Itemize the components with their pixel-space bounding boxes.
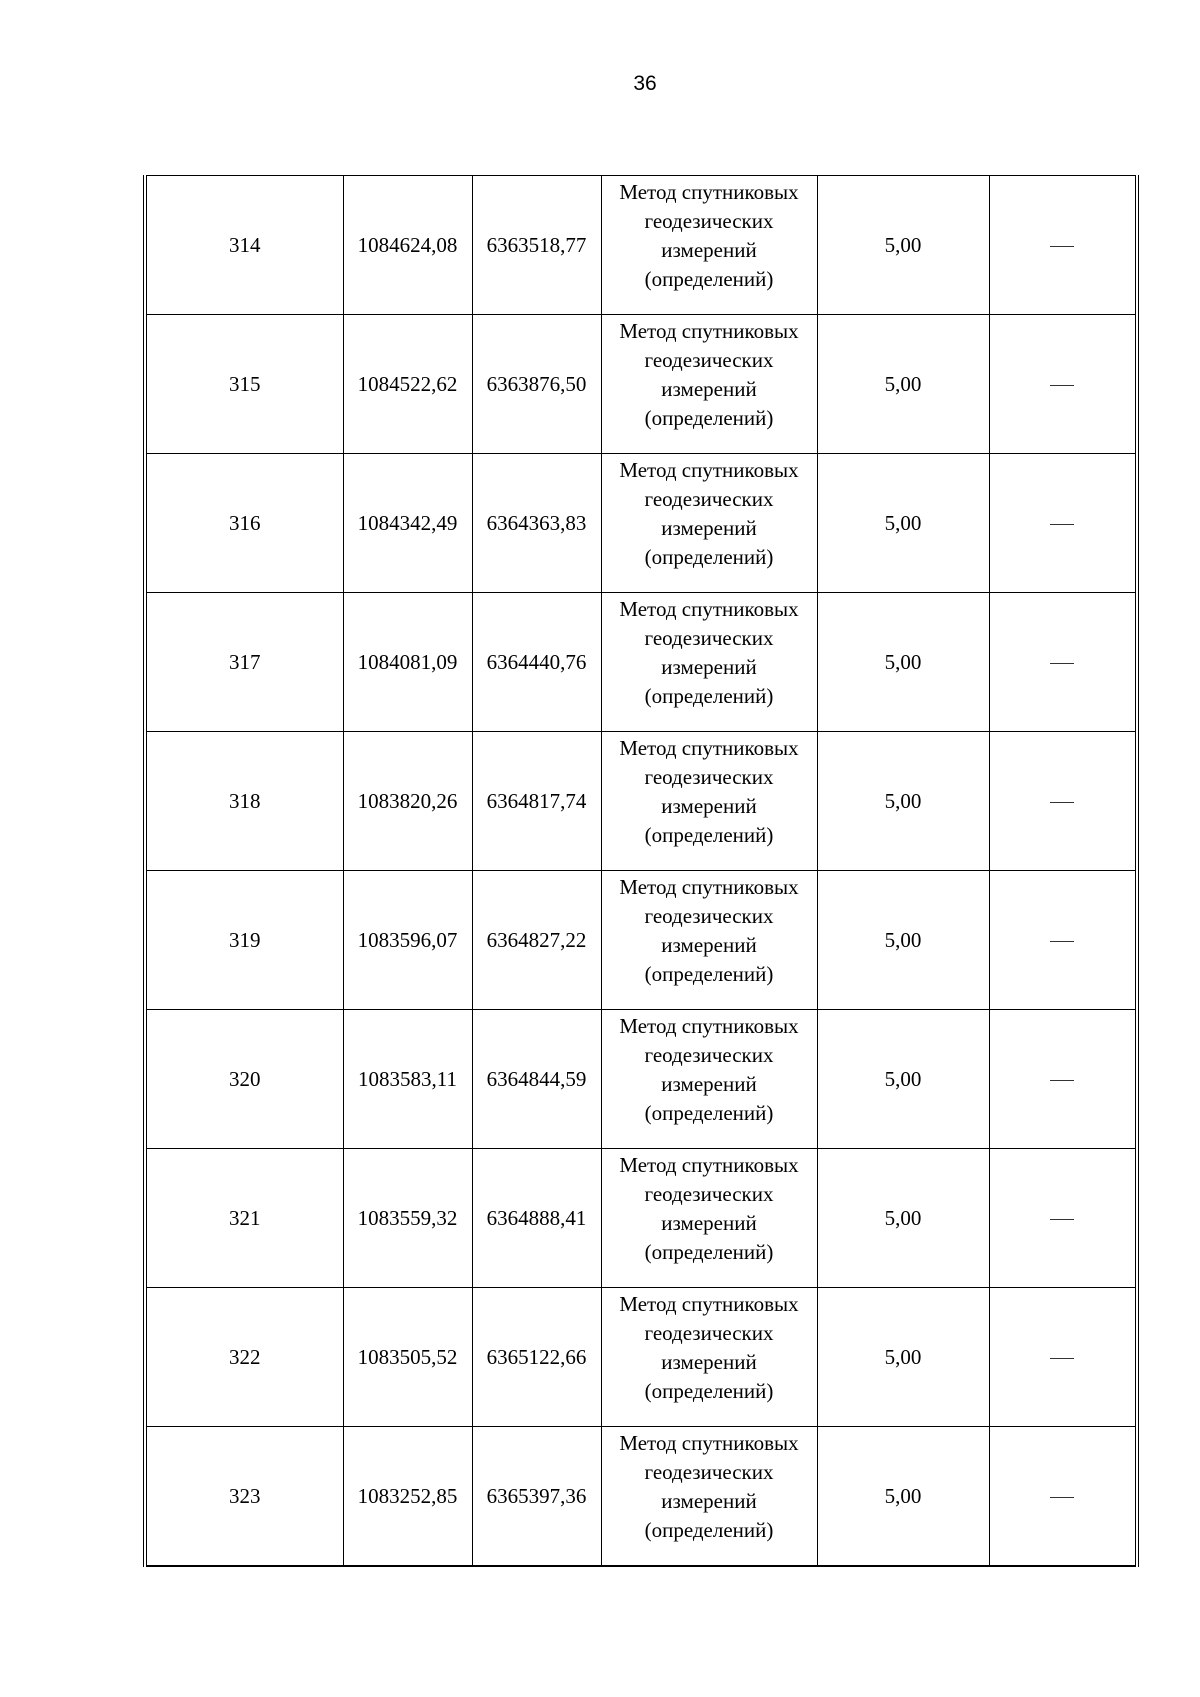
table-row (145, 871, 1137, 1010)
point-number-cell: 316 (145, 454, 343, 593)
note-cell (989, 1427, 1137, 1567)
point-number-cell: 321 (145, 1149, 343, 1288)
table-row (145, 315, 1137, 454)
y-coordinate-cell: 6364827,22 (472, 871, 601, 1010)
point-number-cell: 323 (145, 1427, 343, 1567)
table-row (145, 176, 1137, 315)
point-number-cell: 314 (145, 176, 343, 315)
note-cell (989, 1149, 1137, 1288)
method-cell: Метод спутниковых геодезических измерений (определений) (601, 1427, 817, 1567)
note-cell (989, 1010, 1137, 1149)
dash-mark (1050, 941, 1074, 943)
dash-mark (1050, 1080, 1074, 1082)
method-cell: Метод спутниковых геодезических измерений (определений) (601, 871, 817, 1010)
coordinates-table (143, 175, 1139, 1567)
point-number-cell: 320 (145, 1010, 343, 1149)
method-cell: Метод спутниковых геодезических измерений (определений) (601, 1288, 817, 1427)
note-cell (989, 593, 1137, 732)
table-row (145, 732, 1137, 871)
note-cell (989, 315, 1137, 454)
method-cell: Метод спутниковых геодезических измерений (определений) (601, 176, 817, 315)
y-coordinate-cell: 6364817,74 (472, 732, 601, 871)
dash-mark (1050, 802, 1074, 804)
page-number: 36 (633, 72, 657, 95)
x-coordinate-cell: 1084624,08 (343, 176, 472, 315)
table-row (145, 1427, 1137, 1567)
dash-mark (1050, 246, 1074, 248)
y-coordinate-cell: 6364363,83 (472, 454, 601, 593)
note-cell (989, 1288, 1137, 1427)
y-coordinate-cell: 6364888,41 (472, 1149, 601, 1288)
table-row (145, 454, 1137, 593)
accuracy-cell: 5,00 (817, 1010, 989, 1149)
y-coordinate-cell: 6363518,77 (472, 176, 601, 315)
x-coordinate-cell: 1083252,85 (343, 1427, 472, 1567)
x-coordinate-cell: 1083820,26 (343, 732, 472, 871)
accuracy-cell: 5,00 (817, 593, 989, 732)
accuracy-cell: 5,00 (817, 454, 989, 593)
x-coordinate-cell: 1084342,49 (343, 454, 472, 593)
x-coordinate-cell: 1083559,32 (343, 1149, 472, 1288)
table-row (145, 1288, 1137, 1427)
y-coordinate-cell: 6365397,36 (472, 1427, 601, 1567)
note-cell (989, 454, 1137, 593)
point-number-cell: 315 (145, 315, 343, 454)
accuracy-cell: 5,00 (817, 176, 989, 315)
y-coordinate-cell: 6364440,76 (472, 593, 601, 732)
x-coordinate-cell: 1083583,11 (343, 1010, 472, 1149)
accuracy-cell: 5,00 (817, 1288, 989, 1427)
method-cell: Метод спутниковых геодезических измерений (определений) (601, 1010, 817, 1149)
dash-mark (1050, 385, 1074, 387)
method-cell: Метод спутниковых геодезических измерений (определений) (601, 593, 817, 732)
table-row (145, 1010, 1137, 1149)
table-row (145, 1149, 1137, 1288)
point-number-cell: 319 (145, 871, 343, 1010)
accuracy-cell: 5,00 (817, 732, 989, 871)
dash-mark (1050, 524, 1074, 526)
dash-mark (1050, 663, 1074, 665)
accuracy-cell: 5,00 (817, 1427, 989, 1567)
x-coordinate-cell: 1083596,07 (343, 871, 472, 1010)
method-cell: Метод спутниковых геодезических измерений (определений) (601, 732, 817, 871)
dash-mark (1050, 1497, 1074, 1499)
accuracy-cell: 5,00 (817, 315, 989, 454)
note-cell (989, 176, 1137, 315)
x-coordinate-cell: 1083505,52 (343, 1288, 472, 1427)
dash-mark (1050, 1219, 1074, 1221)
point-number-cell: 317 (145, 593, 343, 732)
x-coordinate-cell: 1084522,62 (343, 315, 472, 454)
note-cell (989, 732, 1137, 871)
method-cell: Метод спутниковых геодезических измерений (определений) (601, 315, 817, 454)
note-cell (989, 871, 1137, 1010)
point-number-cell: 318 (145, 732, 343, 871)
y-coordinate-cell: 6364844,59 (472, 1010, 601, 1149)
accuracy-cell: 5,00 (817, 871, 989, 1010)
point-number-cell: 322 (145, 1288, 343, 1427)
table-body (145, 176, 1137, 1567)
x-coordinate-cell: 1084081,09 (343, 593, 472, 732)
method-cell: Метод спутниковых геодезических измерений (определений) (601, 1149, 817, 1288)
y-coordinate-cell: 6365122,66 (472, 1288, 601, 1427)
y-coordinate-cell: 6363876,50 (472, 315, 601, 454)
accuracy-cell: 5,00 (817, 1149, 989, 1288)
method-cell: Метод спутниковых геодезических измерений (определений) (601, 454, 817, 593)
dash-mark (1050, 1358, 1074, 1360)
table-row (145, 593, 1137, 732)
